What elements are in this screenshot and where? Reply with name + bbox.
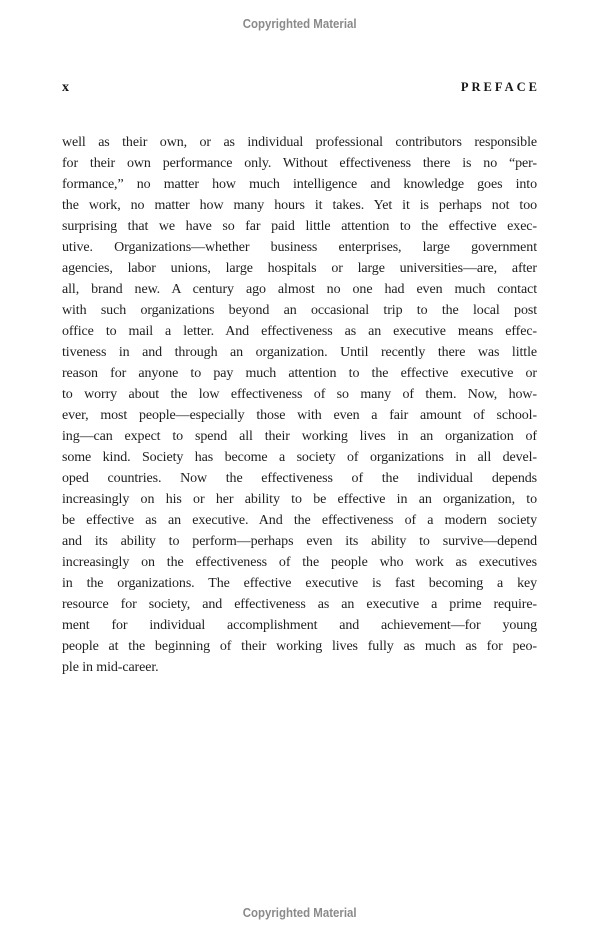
body-text-line: all, brand new. A century ago almost no one had even much contact [62,282,537,297]
body-text-line: well as their own, or as individual professional contributors responsible [62,135,537,150]
body-text-line: for their own performance only. Without effectiveness there is no “per- [62,156,537,171]
body-text-line: ment for individual accomplishment and achievement—for young [62,618,537,633]
body-text-line: agencies, labor unions, large hospitals or large universities—are, after [62,261,537,276]
body-text-line: office to mail a letter. And effectiveness as an executive means effec- [62,324,537,339]
body-text [62,132,537,678]
copyright-notice-bottom [0,906,600,920]
body-text-line: tiveness in and through an organization. Until recently there was little [62,345,537,360]
body-text-line: formance,” no matter how much intelligence and knowledge goes into [62,177,537,192]
body-text-line: be effective as an executive. And the effectiveness of a modern society [62,513,537,528]
body-text-line: ing—can expect to spend all their working lives in an organization of [62,429,537,444]
body-text-line: with such organizations beyond an occasional trip to the local post [62,303,537,318]
body-text-line: ever, most people—especially those with even a fair amount of school- [62,408,537,423]
copyright-notice-top [0,17,600,31]
body-text-line: utive. Organizations—whether business enterprises, large government [62,240,537,255]
body-text-line: and its ability to perform—perhaps even its ability to survive—depend [62,534,537,549]
body-text-line: resource for society, and effectiveness as an executive a prime require- [62,597,537,612]
running-head-title: PREFACE [460,80,540,94]
body-text-line: increasingly on the effectiveness of the people who work as executives [62,555,537,570]
body-text-line: in the organizations. The effective executive is fast becoming a key [62,576,537,591]
copyright-notice-bottom-text: Copyrighted Material [243,905,357,920]
running-header [62,80,540,96]
body-text-line: people at the beginning of their working lives fully as much as for peo- [62,639,537,654]
copyright-notice-top-text: Copyrighted Material [243,16,357,31]
body-text-line: reason for anyone to pay much attention to the effective executive or [62,366,537,381]
body-text-line: oped countries. Now the effectiveness of the individual depends [62,471,537,486]
page-number: x [62,80,69,95]
body-text-line: the work, no matter how many hours it takes. Yet it is perhaps not too [62,198,537,213]
body-text-line: surprising that we have so far paid little attention to the effective exec- [62,219,537,234]
body-text-line: increasingly on his or her ability to be effective in an organization, to [62,492,537,507]
body-text-line: ple in mid-career. [62,660,159,675]
body-text-line: some kind. Society has become a society of organizations in all devel- [62,450,537,465]
body-text-line: to worry about the low effectiveness of so many of them. Now, how- [62,387,537,402]
